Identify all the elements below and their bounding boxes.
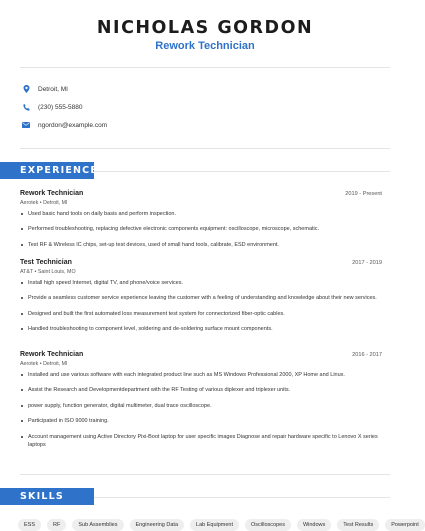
header-divider xyxy=(20,67,390,68)
skill-chip: Powerpoint xyxy=(385,519,425,531)
job-dates: 2019 - Present xyxy=(345,191,382,197)
section-heading-experience: EXPERIENCE xyxy=(0,162,94,179)
candidate-name: NICHOLAS GORDON xyxy=(96,18,314,38)
job-bullet: Account management using Active Directory Pixi-Boot laptop for user specific images Diagnose and repair hardware specific to Lenovo X series laptops xyxy=(20,433,382,449)
location-text: Detroit, MI xyxy=(38,85,68,93)
job-employer: AT&T • Saint Louis, MO xyxy=(20,268,76,275)
skill-chip: Lab Equipment xyxy=(190,519,239,531)
experience-entry xyxy=(20,351,382,456)
skills-list xyxy=(18,519,425,531)
job-bullet: Used basic hand tools on daily basis and perform inspection. xyxy=(20,210,382,218)
skill-chip: RF xyxy=(47,519,66,531)
job-bullet: Handled troubleshooting to component level, soldering and de-soldering surface mount components. xyxy=(20,325,382,333)
location-pin-icon xyxy=(22,85,30,93)
experience-entry xyxy=(20,259,382,341)
job-bullet: Performed troubleshooting, replacing defective electronic components equipment: oscilloscope, microscope, schematic. xyxy=(20,225,382,233)
skill-chip: Oscilloscopes xyxy=(245,519,291,531)
section-rule-experience xyxy=(94,171,390,172)
skill-chip: Sub Assemblies xyxy=(72,519,123,531)
skill-chip: Engineering Data xyxy=(130,519,185,531)
job-company: Aerotek xyxy=(20,360,39,367)
email-text: ngordon@example.com xyxy=(38,121,108,129)
job-title: Rework Technician xyxy=(20,351,84,358)
job-bullets xyxy=(20,371,382,449)
contact-phone xyxy=(22,103,82,111)
job-location: Saint Louis, MO xyxy=(37,268,76,275)
job-bullet: Participated in ISO 9000 training. xyxy=(20,417,382,425)
job-bullets xyxy=(20,279,382,334)
job-bullet: Install high speed Internet, digital TV, and phone/voice services. xyxy=(20,279,382,287)
skill-chip: Windows xyxy=(297,519,331,531)
job-bullet: Test RF & Wireless IC chips, set-up test devices, used of small hand tools, calibrate, ESD environment. xyxy=(20,241,382,249)
job-title: Rework Technician xyxy=(20,190,84,197)
job-bullet: Provide a seamless customer service experience leaving the customer with a feeling of understanding and knowledge about their new services. xyxy=(20,294,382,302)
experience-divider xyxy=(20,474,390,475)
job-company: AT&T xyxy=(20,268,34,275)
job-bullet: power supply, function generator, digital multimeter, dual trace oscilloscope. xyxy=(20,402,382,410)
job-title: Test Technician xyxy=(20,259,72,266)
job-bullets xyxy=(20,210,382,249)
job-dates: 2017 - 2019 xyxy=(352,260,382,266)
contact-location xyxy=(22,85,68,93)
email-icon xyxy=(22,121,30,129)
job-employer: Aerotek • Detroit, MI xyxy=(20,199,68,206)
skill-chip: Test Results xyxy=(337,519,379,531)
job-bullet: Assist the Research and Developmentdepartment with the RF Testing of various diplexer and triplexer units. xyxy=(20,386,382,394)
job-employer: Aerotek • Detroit, MI xyxy=(20,360,68,367)
job-location: Detroit, MI xyxy=(43,199,68,206)
job-dates: 2016 - 2017 xyxy=(352,352,382,358)
job-company: Aerotek xyxy=(20,199,39,206)
section-heading-skills: SKILLS xyxy=(0,488,94,505)
job-bullet: Designed and built the first automated loss measurement test system for connectorized fiber-optic cables. xyxy=(20,310,382,318)
experience-entry xyxy=(20,190,382,256)
section-rule-skills xyxy=(94,497,390,498)
job-bullet: Installed and use various software with each integrated product line such as MS Windows Professional 2000, XP Home and Linux. xyxy=(20,371,382,379)
contact-email xyxy=(22,121,107,129)
skill-chip: ESS xyxy=(18,519,41,531)
phone-icon xyxy=(22,103,30,111)
contact-divider xyxy=(20,148,390,149)
candidate-title: Rework Technician xyxy=(155,40,255,52)
phone-text: (230) 555-5880 xyxy=(38,103,83,111)
job-location: Detroit, MI xyxy=(43,360,68,367)
